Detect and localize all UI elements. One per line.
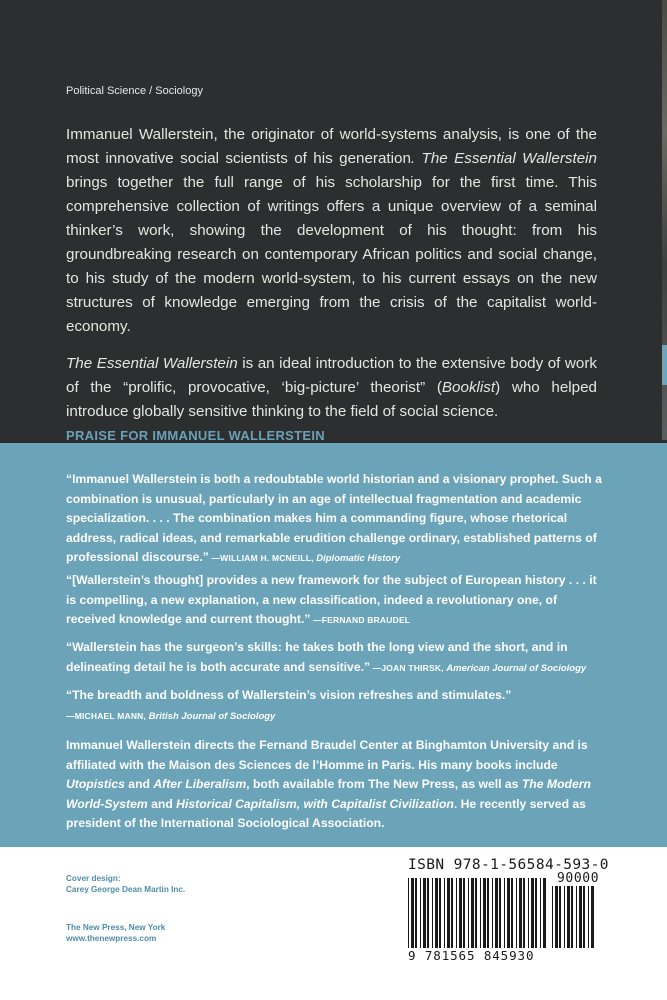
quote-author: —WILLIAM H. MCNEILL, [208,553,317,564]
publisher-info [66,922,165,944]
barcode-digits: 9 781565 845930 [408,948,535,963]
praise-quote [66,571,606,631]
quote-source: American Journal of Sociology [446,662,587,674]
review-source: Booklist [441,379,496,396]
description-paragraph-1: Immanuel Wallerstein, the originator of world-systems analysis, is one of the most innovative social scientists of his generation. The Essential Wallerstein brings together the full range of his scholarship for the first time. This comprehensive collection of writings offers a unique overview of a seminal thinker’s work, showing the development of his thought: from his groundbreaking research on contemporary African politics and social change, to his study of the modern world-system, to his current essays on the new structures of knowledge emerging from the crisis of the capitalist world-economy. [66,126,597,335]
author-bio: Immanuel Wallerstein directs the Fernand Braudel Center at Binghamton University and is affiliated with the Maison des Sciences de l’Homme in Paris. His many books include Utopistics and After Liberalism, both available from The New Press, as well as The Modern World-System and Historical Capitalism, with Capitalist Civilization. He recently served as president of the International Sociological Association. [66,738,591,831]
praise-quote [66,470,606,569]
publisher-name: The New Press, New York [66,923,166,932]
publisher-url: www.thenewpress.com [66,934,157,943]
category-label: Political Science / Sociology [66,85,203,97]
isbn-label: ISBN 978-1-56584-593-0 [408,857,609,873]
book-description [66,123,597,437]
price-addon-barcode [552,886,602,948]
cover-design-label: Cover design: [66,874,121,883]
spine-edge-accent [662,345,667,385]
quote-author: —FERNAND BRAUDEL [310,615,411,626]
description-paragraph-2: The Essential Wallerstein is an ideal introduction to the extensive body of work of the “prolific, provocative, ‘big-picture’ theorist” (Booklist) who helped introduce globally sensitive thinking to the field of social science. [66,355,597,420]
praise-quote [66,638,606,678]
book-title: The Essential Wallerstein [66,355,238,372]
quote-text: “[Wallerstein’s thought] provides a new framework for the subject of European history . . . it is compelling, a new explanation, a new classification, indeed a revolutionary one, of received knowledge and current thought.” [66,573,597,627]
quote-source: Diplomatic History [316,553,401,565]
quote-text: “Immanuel Wallerstein is both a redoubtable world historian and a visionary prophet. Such a combination is unusual, particularly in an age of intellectual fragmentation and academic specialization. . . . The combination makes him a commanding figure, whose rhetorical address, radical ideas, and remarkable erudition challenge ordinary, established patterns of professional discourse.” [66,472,602,565]
isbn-barcode [408,878,548,948]
praise-quote [66,686,606,726]
praise-heading: PRAISE FOR IMMANUEL WALLERSTEIN [66,428,325,443]
quote-author: —MICHAEL MANN, [66,710,149,721]
book-title: The Essential Wallerstein [421,150,597,167]
cover-credits [66,873,185,895]
cover-designer: Carey George Dean Martin Inc. [66,885,186,894]
quote-text: “Wallerstein has the surgeon’s skills: he takes both the long view and the short, and in delineating detail he is both accurate and sensitive.” [66,640,568,674]
quote-source: British Journal of Sociology [148,710,276,722]
price-code: 90000 [557,871,600,886]
quote-text: “The breadth and boldness of Wallerstein’s vision refreshes and stimulates.” [66,688,512,702]
quote-author: —JOAN THIRSK, [370,662,447,673]
